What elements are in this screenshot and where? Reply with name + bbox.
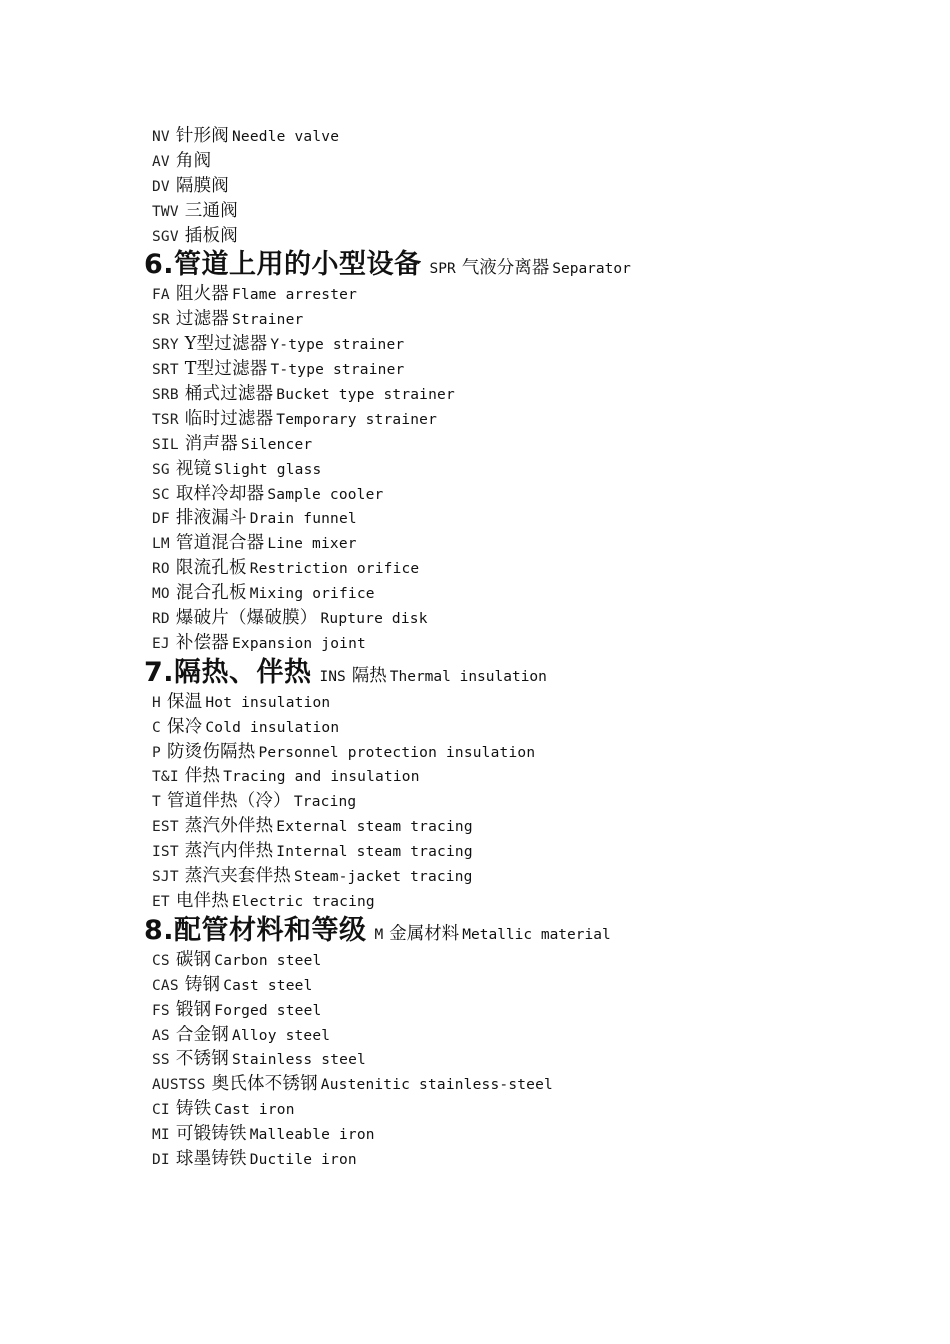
abbreviation-code: DF bbox=[152, 511, 170, 528]
section-heading bbox=[144, 914, 912, 948]
english-term: Ductile iron bbox=[249, 1151, 357, 1168]
section-title: 6.管道上用的小型设备 bbox=[144, 249, 422, 281]
chinese-term: Y型过滤器 bbox=[184, 334, 268, 355]
section-lead-entry bbox=[429, 258, 631, 279]
abbreviation-code: ET bbox=[152, 893, 170, 910]
list-item bbox=[152, 631, 912, 656]
abbreviation-code: FA bbox=[152, 287, 170, 304]
english-term: Y-type strainer bbox=[270, 337, 405, 354]
list-item bbox=[152, 1072, 912, 1097]
chinese-term: 不锈钢 bbox=[175, 1049, 229, 1070]
abbreviation-code: T&I bbox=[152, 769, 179, 786]
list-item bbox=[152, 482, 912, 507]
abbreviation-code: P bbox=[152, 744, 161, 761]
list-item bbox=[152, 149, 912, 174]
english-term: Line mixer bbox=[267, 536, 357, 553]
chinese-term: 限流孔板 bbox=[175, 558, 247, 579]
section-title: 8.配管材料和等级 bbox=[144, 914, 367, 946]
chinese-term: 取样冷却器 bbox=[175, 483, 265, 504]
list-item bbox=[152, 432, 912, 457]
chinese-term: 合金钢 bbox=[175, 1024, 229, 1045]
abbreviation-code: SRY bbox=[152, 337, 179, 354]
english-term: Restriction orifice bbox=[249, 561, 420, 578]
abbreviation-code: SGV bbox=[152, 228, 179, 245]
abbreviation-code: IST bbox=[152, 844, 179, 861]
abbreviation-code: SRT bbox=[152, 362, 179, 379]
english-term: Rupture disk bbox=[320, 611, 428, 628]
chinese-term: 过滤器 bbox=[175, 309, 229, 330]
list-item bbox=[152, 282, 912, 307]
abbreviation-code: C bbox=[152, 719, 161, 736]
chinese-term: 防烫伤隔热 bbox=[166, 741, 256, 762]
chinese-term: 气液分离器 bbox=[461, 258, 550, 279]
list-item bbox=[152, 1023, 912, 1048]
list-item bbox=[152, 839, 912, 864]
english-term: Flame arrester bbox=[231, 287, 358, 304]
abbreviation-code: H bbox=[152, 694, 161, 711]
list-item bbox=[152, 789, 912, 814]
chinese-term: 蒸汽内伴热 bbox=[184, 841, 274, 862]
list-item bbox=[152, 864, 912, 889]
chinese-term: 阻火器 bbox=[175, 284, 229, 305]
list-item bbox=[152, 1047, 912, 1072]
list-item bbox=[152, 1147, 912, 1172]
english-term: Tracing and insulation bbox=[223, 769, 420, 786]
list-item bbox=[152, 606, 912, 631]
list-item bbox=[152, 889, 912, 914]
abbreviation-code: INS bbox=[319, 668, 346, 685]
english-term: Electric tracing bbox=[231, 893, 375, 910]
list-item bbox=[152, 357, 912, 382]
section-heading bbox=[144, 656, 912, 690]
list-item bbox=[152, 332, 912, 357]
abbreviation-code: AV bbox=[152, 153, 170, 170]
list-item bbox=[152, 948, 912, 973]
english-term: Steam-jacket tracing bbox=[294, 869, 473, 886]
abbreviation-code: SG bbox=[152, 461, 170, 478]
list-item bbox=[152, 690, 912, 715]
section-lead-entry bbox=[374, 923, 611, 944]
list-item bbox=[152, 382, 912, 407]
chinese-term: 伴热 bbox=[184, 766, 221, 787]
english-term: Cold insulation bbox=[205, 719, 340, 736]
english-term: External steam tracing bbox=[276, 819, 473, 836]
abbreviation-code: MO bbox=[152, 586, 170, 603]
abbreviation-code: SS bbox=[152, 1052, 170, 1069]
chinese-term: 排液漏斗 bbox=[175, 508, 247, 529]
english-term: Austenitic stainless-steel bbox=[320, 1077, 553, 1094]
abbreviation-code: TSR bbox=[152, 411, 179, 428]
english-term: Separator bbox=[552, 261, 631, 278]
list-item bbox=[152, 124, 912, 149]
english-term: Sample cooler bbox=[267, 486, 384, 503]
abbreviation-code: EJ bbox=[152, 635, 170, 652]
abbreviation-code: AUSTSS bbox=[152, 1077, 206, 1094]
chinese-term: 蒸汽外伴热 bbox=[184, 816, 274, 837]
english-term: Metallic material bbox=[462, 926, 611, 943]
chinese-term: 桶式过滤器 bbox=[184, 384, 274, 405]
english-term: Forged steel bbox=[214, 1002, 322, 1019]
list-item bbox=[152, 307, 912, 332]
chinese-term: 奥氏体不锈钢 bbox=[211, 1074, 318, 1095]
chinese-term: 临时过滤器 bbox=[184, 408, 274, 429]
list-item bbox=[152, 457, 912, 482]
chinese-term: 管道混合器 bbox=[175, 533, 265, 554]
abbreviation-code: LM bbox=[152, 536, 170, 553]
english-term: Cast iron bbox=[214, 1102, 295, 1119]
chinese-term: 隔膜阀 bbox=[175, 175, 229, 196]
abbreviation-code: SC bbox=[152, 486, 170, 503]
english-term: Carbon steel bbox=[214, 952, 322, 969]
english-term: Malleable iron bbox=[249, 1127, 375, 1144]
abbreviation-code: FS bbox=[152, 1002, 170, 1019]
list-item bbox=[152, 973, 912, 998]
chinese-term: 可锻铸铁 bbox=[175, 1124, 247, 1145]
chinese-term: 消声器 bbox=[184, 433, 238, 454]
list-item bbox=[152, 998, 912, 1023]
abbreviation-code: TWV bbox=[152, 203, 179, 220]
abbreviation-code: CS bbox=[152, 952, 170, 969]
abbreviation-code: NV bbox=[152, 129, 170, 145]
abbreviation-code: DI bbox=[152, 1151, 170, 1168]
chinese-term: 混合孔板 bbox=[175, 583, 247, 604]
english-term: Expansion joint bbox=[231, 635, 366, 652]
english-term: Stainless steel bbox=[231, 1052, 366, 1069]
english-term: Cast steel bbox=[223, 977, 313, 994]
list-item bbox=[152, 531, 912, 556]
english-term: Hot insulation bbox=[205, 694, 331, 711]
abbreviation-code: SPR bbox=[429, 261, 456, 278]
chinese-term: 电伴热 bbox=[175, 890, 229, 911]
abbreviation-code: CI bbox=[152, 1102, 170, 1119]
english-term: Silencer bbox=[240, 436, 313, 453]
list-item bbox=[152, 556, 912, 581]
chinese-term: T型过滤器 bbox=[184, 359, 268, 380]
list-item bbox=[152, 715, 912, 740]
abbreviation-code: SRB bbox=[152, 387, 179, 404]
abbreviation-code: T bbox=[152, 794, 161, 811]
english-term: Slight glass bbox=[214, 461, 322, 478]
list-item bbox=[152, 814, 912, 839]
list-item bbox=[152, 764, 912, 789]
section-heading bbox=[144, 248, 912, 282]
chinese-term: 锻钢 bbox=[175, 999, 212, 1020]
chinese-term: 金属材料 bbox=[389, 923, 460, 944]
english-term: Mixing orifice bbox=[249, 586, 375, 603]
english-term: T-type strainer bbox=[270, 362, 405, 379]
english-term: Needle valve bbox=[231, 129, 340, 145]
english-term: Thermal insulation bbox=[389, 668, 547, 685]
chinese-term: 保冷 bbox=[166, 716, 203, 737]
abbreviation-code: DV bbox=[152, 178, 170, 195]
abbreviation-code: CAS bbox=[152, 977, 179, 994]
english-term: Tracing bbox=[293, 794, 357, 811]
chinese-term: 蒸汽夹套伴热 bbox=[184, 866, 291, 887]
chinese-term: 管道伴热（冷） bbox=[166, 791, 291, 812]
english-term: Personnel protection insulation bbox=[258, 744, 536, 761]
chinese-term: 球墨铸铁 bbox=[175, 1148, 247, 1169]
chinese-term: 碳钢 bbox=[175, 949, 212, 970]
chinese-term: 铸铁 bbox=[175, 1099, 212, 1120]
abbreviation-code: MI bbox=[152, 1127, 170, 1144]
list-item bbox=[152, 1122, 912, 1147]
chinese-term: 爆破片（爆破膜） bbox=[175, 608, 318, 629]
abbreviation-code: RO bbox=[152, 561, 170, 578]
abbreviation-code: EST bbox=[152, 819, 179, 836]
list-item bbox=[152, 174, 912, 199]
abbreviation-code: SIL bbox=[152, 436, 179, 453]
chinese-term: 隔热 bbox=[351, 665, 387, 686]
list-item bbox=[152, 224, 912, 249]
list-item bbox=[152, 581, 912, 606]
list-item bbox=[152, 199, 912, 224]
abbreviation-list bbox=[144, 124, 912, 1172]
list-item bbox=[152, 506, 912, 531]
section-lead-entry bbox=[319, 665, 547, 686]
abbreviation-code: RD bbox=[152, 611, 170, 628]
chinese-term: 针形阀 bbox=[175, 126, 229, 146]
chinese-term: 铸钢 bbox=[184, 974, 221, 995]
list-item bbox=[152, 740, 912, 765]
abbreviation-code: SJT bbox=[152, 869, 179, 886]
chinese-term: 三通阀 bbox=[184, 200, 238, 221]
chinese-term: 插板阀 bbox=[184, 225, 238, 246]
chinese-term: 视镜 bbox=[175, 458, 212, 479]
english-term: Drain funnel bbox=[249, 511, 357, 528]
chinese-term: 角阀 bbox=[175, 150, 212, 171]
english-term: Alloy steel bbox=[231, 1027, 331, 1044]
abbreviation-code: M bbox=[374, 926, 384, 943]
english-term: Internal steam tracing bbox=[276, 844, 473, 861]
english-term: Strainer bbox=[231, 312, 304, 329]
abbreviation-code: SR bbox=[152, 312, 170, 329]
section-title: 7.隔热、伴热 bbox=[144, 656, 312, 688]
abbreviation-code: AS bbox=[152, 1027, 170, 1044]
chinese-term: 保温 bbox=[166, 691, 203, 712]
chinese-term: 补偿器 bbox=[175, 632, 229, 653]
english-term: Temporary strainer bbox=[276, 411, 438, 428]
english-term: Bucket type strainer bbox=[276, 387, 455, 404]
list-item bbox=[152, 1097, 912, 1122]
list-item bbox=[152, 407, 912, 432]
